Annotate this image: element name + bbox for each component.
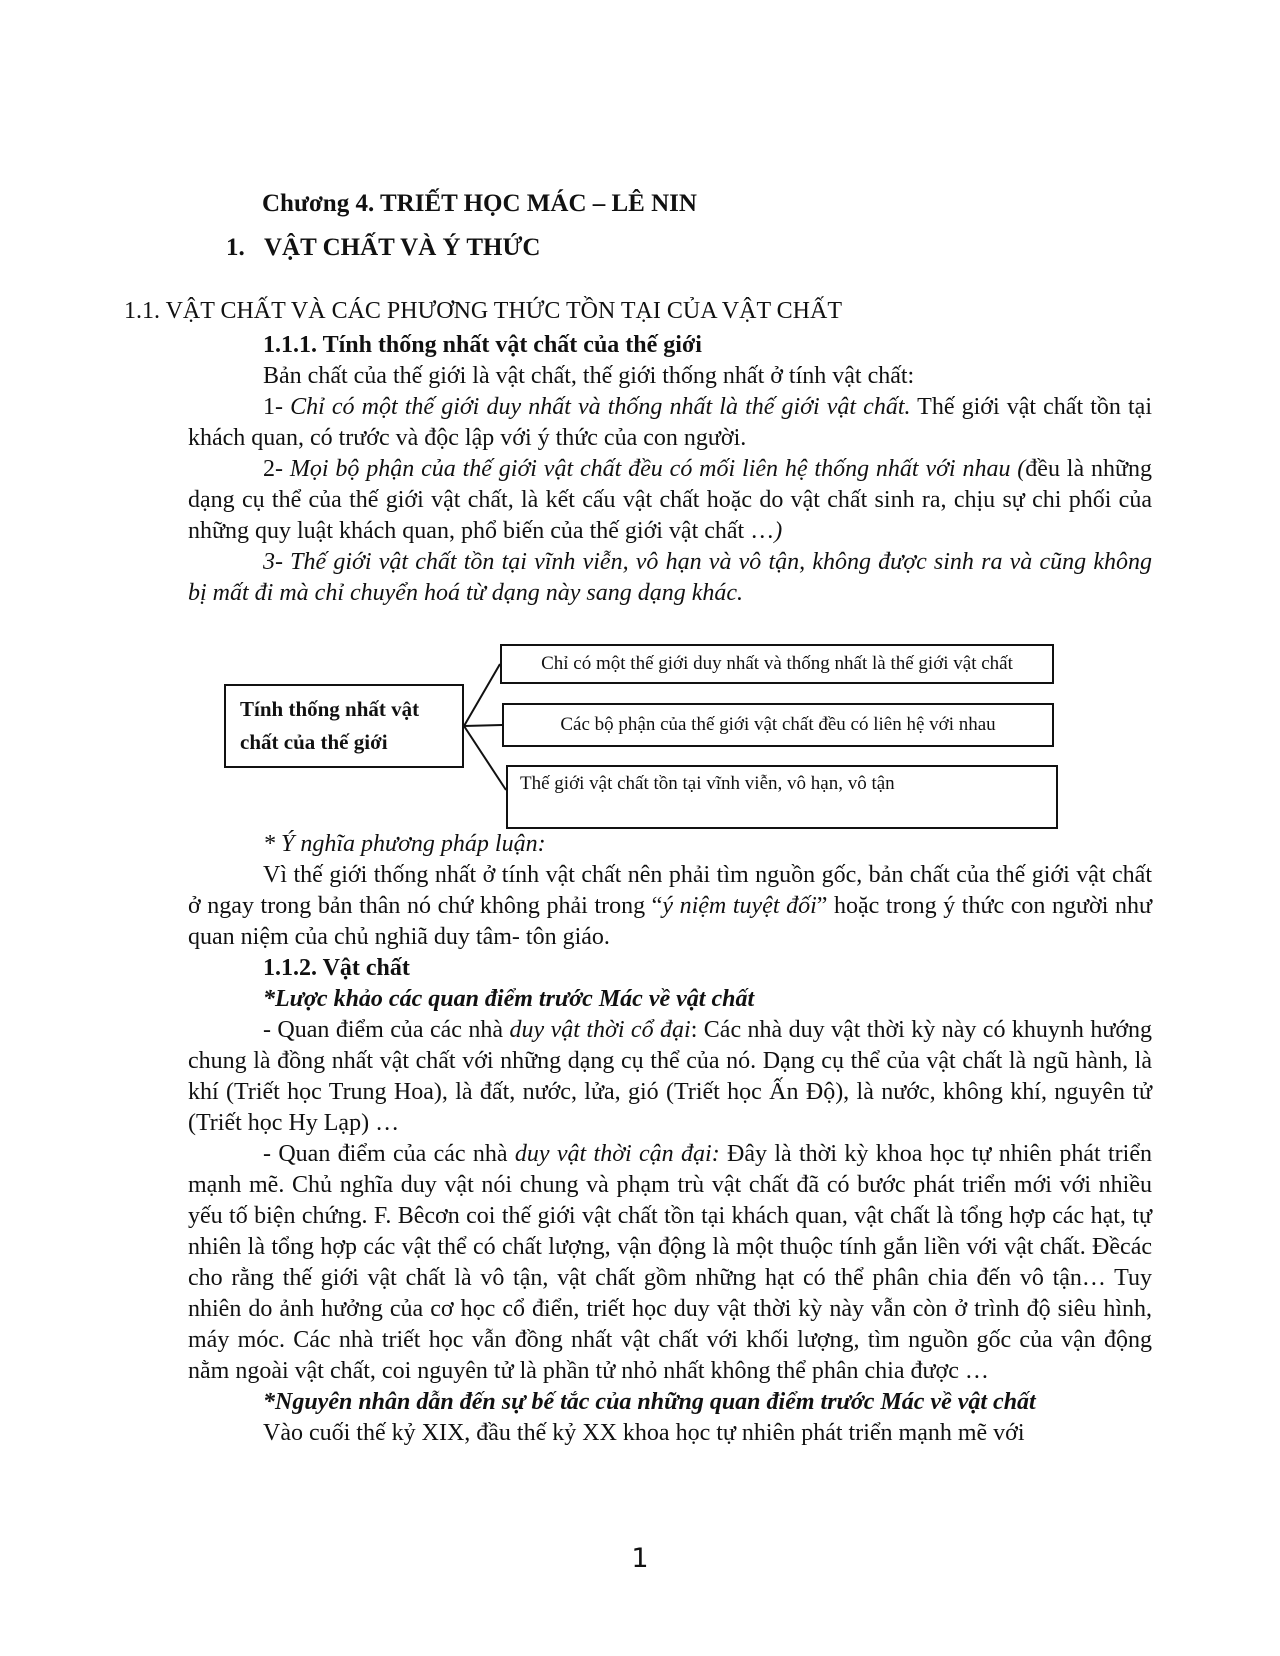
section-title [226,234,540,262]
connector-line-2 [464,725,502,726]
connector-line-1 [464,664,500,726]
point-2-paragraph [188,454,1152,547]
point-1-italic: Chỉ có một thế giới duy nhất và thống nhất là thế giới vật chất. [290,394,911,420]
ancient-italic: duy vật thời cổ đại [509,1017,691,1043]
connector-line-3 [464,726,506,790]
last-paragraph: Vào cuối thế kỷ XIX, đầu thế kỷ XX khoa học tự nhiên phát triển mạnh mẽ với [263,1420,1025,1446]
methodology-italic: ý niệm tuyệt đối [662,893,817,919]
modern-italic: duy vật thời cận đại: [514,1141,720,1167]
diagram-branch-3: Thế giới vật chất tồn tại vĩnh viễn, vô hạn, vô tận [506,765,1058,829]
section-number: 1. [226,234,245,261]
methodology-before: Vì thế giới thống nhất ở tính vật chất nên phải tìm nguồn gốc, bản chất của thế giới vật chất ở ngay trong bản thân nó chứ không phải trong “ [188,862,1152,919]
ancient-before: - Quan điểm của các nhà [263,1017,510,1043]
point-1-rest: Thế giới vật chất tồn tại khách quan, có trước và độc lập với ý thức của con người. [188,394,1153,451]
heading-1-1-2: 1.1.2. Vật chất [263,955,410,981]
diagram-main-box: Tính thống nhất vật chất của thế giới [224,684,464,768]
diagram-branch-1: Chỉ có một thế giới duy nhất và thống nhất là thế giới vật chất [500,644,1054,684]
point-2-rest: đều là những dạng cụ thể của thế giới vật chất, là kết cấu vật chất hoặc do vật chất sinh ra, chịu sự chi phối của những quy luật khách quan, phổ biến của thế giới vật chất … [188,456,1152,544]
pre-marx-heading: *Lược khảo các quan điểm trước Mác về vật chất [263,986,755,1012]
heading-1-1-1: 1.1.1. Tính thống nhất vật chất của thế giới [263,332,702,358]
ancient-after: : Các nhà duy vật thời kỳ này có khuynh hướng chung là đồng nhất vật chất với những dạng cụ thể của nó. Dạng cụ thể của vật chất là ngũ hành, là khí (Triết học Trung Hoa), là đất, nước, lửa, gió (Triết học Ấn Độ), là nước, không khí, nguyên tử (Triết học Hy Lạp) … [188,1017,1153,1136]
matter-section [188,829,1152,1449]
modern-paragraph [188,1139,1152,1387]
methodology-after: ” hoặc trong ý thức con người như quan niệm của chủ nghiã duy tâm- tôn giáo. [188,893,1152,950]
chapter-title: Chương 4. TRIẾT HỌC MÁC – LÊ NIN [262,190,697,217]
methodology-paragraph [188,860,1152,953]
point-3-paragraph: 3- Thế giới vật chất tồn tại vĩnh viễn, vô hạn và vô tận, không được sinh ra và cũng không bị mất đi mà chỉ chuyển hoá từ dạng này sang dạng khác. [188,549,1152,606]
methodology-heading: * Ý nghĩa phương pháp luận: [263,831,546,857]
point-1-prefix: 1- [263,394,291,420]
modern-after: Đây là thời kỳ khoa học tự nhiên phát triển mạnh mẽ. Chủ nghĩa duy vật nói chung và phạm trù vật chất đã có bước phát triển mới với nhiều yếu tố biện chứng. F. Bêcơn coi thế giới vật chất tồn tại khách quan, vật chất là tổng hợp các hạt, tự nhiên là tổng hợp các vật thể có chất lượng, vận động là một thuộc tính gắn liền với vật chất. Đềcác cho rằng thế giới vật chất là vô tận, vật chất gồm những hạt có thể phân chia đến vô tận… Tuy nhiên do ảnh hưởng của cơ học cổ điển, triết học duy vật thời kỳ này vẫn còn ở trình độ siêu hình, máy móc. Các nhà triết học vẫn đồng nhất vật chất với khối lượng, tìm nguồn gốc của vận động nằm ngoài vật chất, coi nguyên tử là phần tử nhỏ nhất không thể phân chia được … [188,1141,1152,1384]
point-2-prefix: 2- [263,456,290,482]
point-1-paragraph [188,392,1152,454]
modern-before: - Quan điểm của các nhà [263,1141,515,1167]
unity-of-matter-section [188,330,1152,609]
ancient-paragraph [188,1015,1152,1139]
diagram-branch-2: Các bộ phận của thế giới vật chất đều có liên hệ với nhau [502,703,1054,747]
intro-paragraph: Bản chất của thế giới là vật chất, thế giới thống nhất ở tính vật chất: [263,363,915,389]
section-title-text: VẬT CHẤT VÀ Ý THỨC [264,234,541,261]
page-number: 1 [631,1543,649,1574]
subsection-title: 1.1. VẬT CHẤT VÀ CÁC PHƯƠNG THỨC TỒN TẠI CỦA VẬT CHẤT [124,298,842,324]
point-2-close: ) [774,518,783,544]
point-2-italic: Mọi bộ phận của thế giới vật chất đều có mối liên hệ thống nhất với nhau ( [289,456,1026,482]
deadlock-heading: *Nguyên nhân dẫn đến sự bế tắc của những quan điểm trước Mác về vật chất [263,1389,1036,1415]
